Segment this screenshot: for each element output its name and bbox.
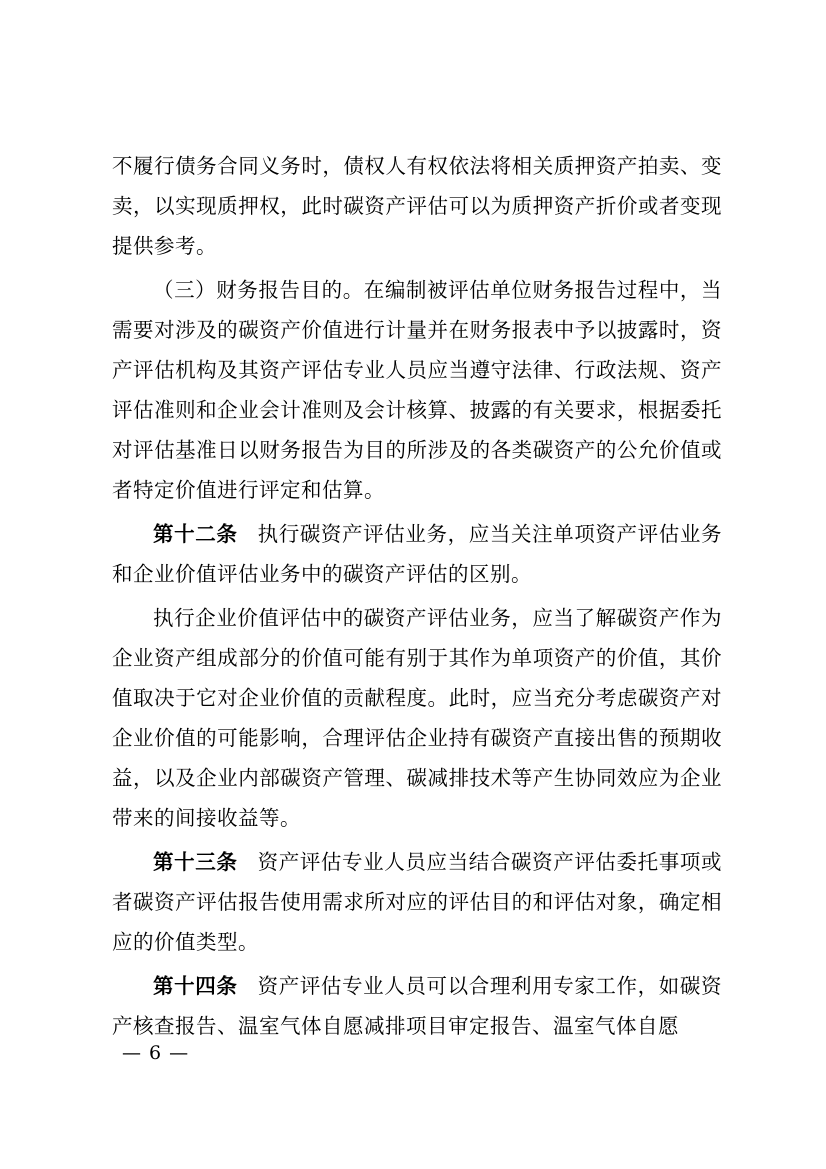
document-body bbox=[112, 146, 722, 1050]
paragraph-text: 执行企业价值评估中的碳资产评估业务，应当了解碳资产作为企业资产组成部分的价值可能有别于其作为单项资产的价值，其价值取决于它对企业价值的贡献程度。此时，应当充分考虑碳资产对企业价值的可能影响，合理评估企业持有碳资产直接出售的预期收益，以及企业内部碳资产管理、碳减排技术等产生协同效应为企业带来的间接收益等。 bbox=[112, 606, 722, 830]
page-number: — 6 — bbox=[122, 1042, 190, 1064]
article-12 bbox=[112, 514, 722, 594]
article-heading: 第十二条 bbox=[153, 522, 238, 546]
article-heading: 第十三条 bbox=[153, 850, 238, 874]
article-text: 资产评估专业人员可以合理利用专家工作，如碳资产核查报告、温室气体自愿减排项目审定报告、温室气体自愿 bbox=[112, 974, 723, 1038]
article-text: 资产评估专业人员应当结合碳资产评估委托事项或者碳资产评估报告使用需求所对应的评估目的和评估对象，确定相应的价值类型。 bbox=[112, 850, 723, 954]
article-14 bbox=[112, 966, 722, 1046]
paragraph-enterprise-valuation bbox=[112, 598, 722, 838]
article-13 bbox=[112, 842, 722, 962]
paragraph-continuation bbox=[112, 146, 722, 266]
paragraph-financial-reporting bbox=[112, 270, 722, 510]
article-heading: 第十四条 bbox=[153, 974, 238, 998]
article-text: 执行碳资产评估业务，应当关注单项资产评估业务和企业价值评估业务中的碳资产评估的区别。 bbox=[112, 522, 723, 586]
paragraph-text: （三）财务报告目的。在编制被评估单位财务报告过程中，当需要对涉及的碳资产价值进行计量并在财务报表中予以披露时，资产评估机构及其资产评估专业人员应当遵守法律、行政法规、资产评估准则和企业会计准则及会计核算、披露的有关要求，根据委托对评估基准日以财务报告为目的所涉及的各类碳资产的公允价值或者特定价值进行评定和估算。 bbox=[112, 278, 722, 502]
paragraph-text: 不履行债务合同义务时，债权人有权依法将相关质押资产拍卖、变卖，以实现质押权，此时碳资产评估可以为质押资产折价或者变现提供参考。 bbox=[112, 154, 722, 258]
